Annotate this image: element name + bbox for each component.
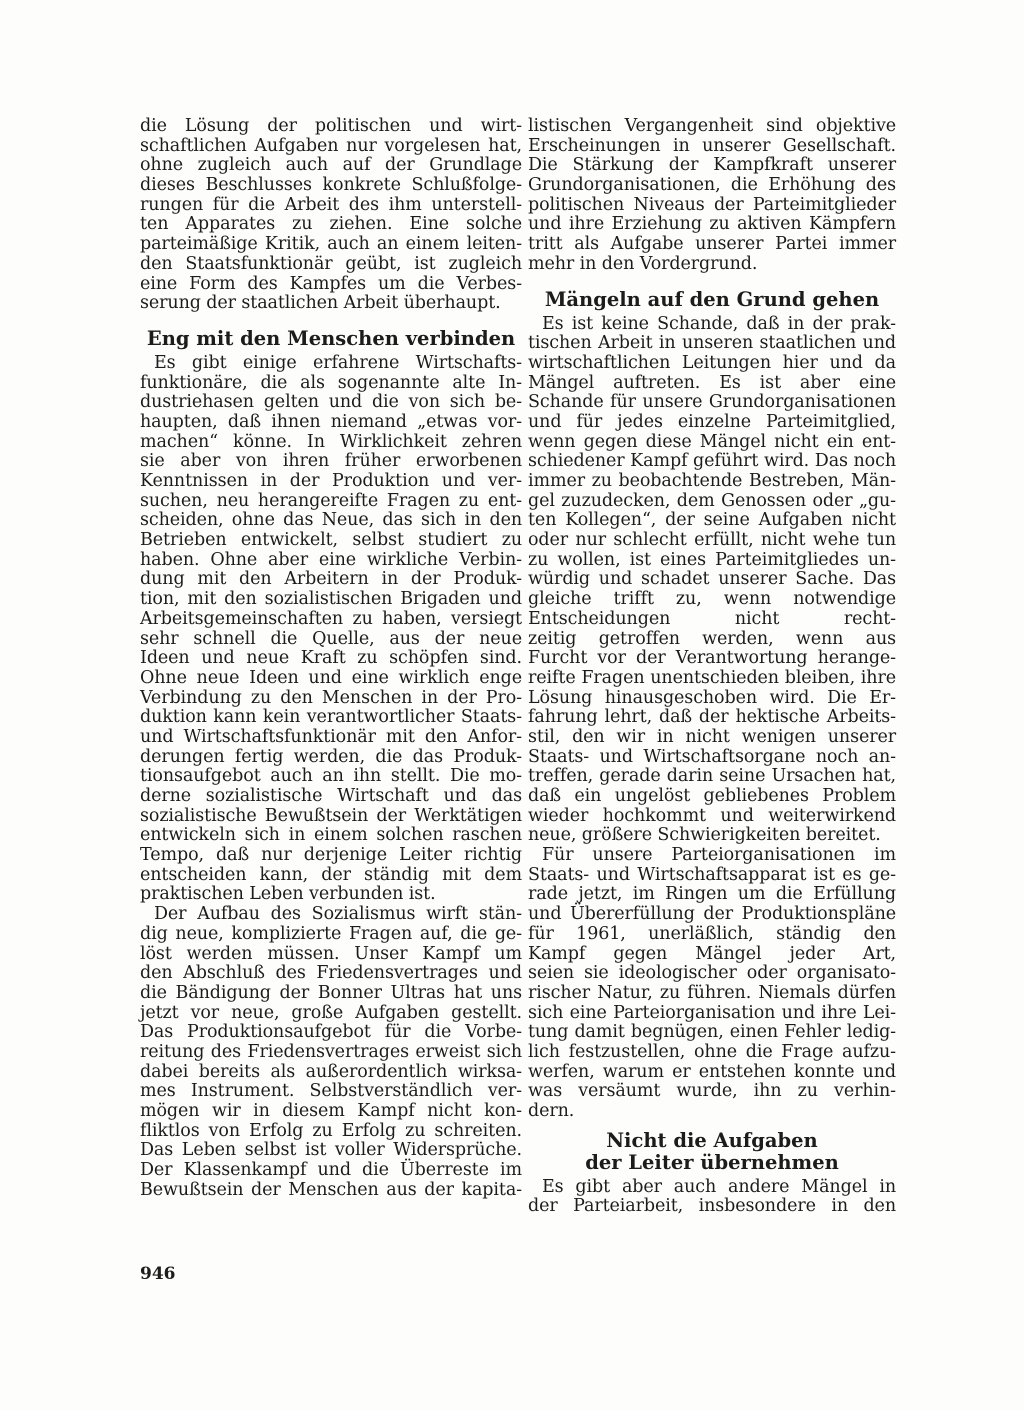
left-paragraph-1 [140, 117, 522, 314]
text-line: funktionäre, die als sogenannte alte In- [140, 372, 522, 393]
text-line: treffen, gerade darin seine Ursachen hat, [528, 766, 896, 787]
text-line: Das Leben selbst ist voller Widersprüche. [140, 1140, 522, 1161]
section-heading-nicht-die-aufgaben-line2: der Leiter übernehmen [585, 1150, 839, 1174]
text-line: tung damit begnügen, einen Fehler ledig- [528, 1022, 896, 1043]
text-line: wenn gegen diese Mängel nicht ein ent- [528, 431, 896, 452]
text-line: seien sie ideologischer oder organisato- [528, 963, 896, 984]
text-line: oder nur schlecht erfüllt, nicht wehe tun [528, 530, 896, 551]
text-line: Die Stärkung der Kampfkraft unserer [528, 155, 896, 176]
text-line: sozialistische Bewußtsein der Werktätigen [140, 805, 522, 826]
text-line: haupten, daß ihnen niemand „etwas vor- [140, 411, 522, 432]
text-line: was versäumt wurde, ihn zu verhin- [528, 1081, 896, 1102]
text-line: Tempo, daß nur derjenige Leiter richtig [140, 845, 522, 866]
text-line: Ohne neue Ideen und eine wirklich enge [140, 667, 522, 688]
text-line: lich festzustellen, ohne die Frage aufzu- [528, 1041, 896, 1062]
text-line: und Übererfüllung der Produktionspläne [528, 904, 896, 925]
text-line: mes Instrument. Selbstverständlich ver- [140, 1081, 522, 1102]
text-line: entwickeln sich in einem solchen raschen [140, 825, 522, 846]
text-line: schiedener Kampf geführt wird. Das noch [528, 451, 896, 472]
text-line: praktischen Leben verbunden ist. [140, 884, 436, 905]
text-line: Das Produktionsaufgebot für die Vorbe- [140, 1022, 522, 1043]
text-line: Entscheidungen nicht recht- [528, 608, 896, 629]
right-paragraph-3 [528, 846, 896, 1122]
text-line: dung mit den Arbeitern in der Produk- [140, 569, 522, 590]
right-column [528, 117, 896, 1217]
text-line: dabei bereits als außerordentlich wirksa- [140, 1061, 522, 1082]
text-line: Es gibt aber auch andere Mängel in [542, 1176, 896, 1197]
text-line: parteimäßige Kritik, auch an einem leiten- [140, 234, 522, 255]
text-line: Furcht vor der Verantwortung herange- [528, 648, 896, 669]
text-line: derungen fertig werden, die das Produk- [140, 746, 522, 767]
text-line: serung der staatlichen Arbeit überhaupt. [140, 293, 501, 314]
text-line: rischer Natur, zu führen. Niemals dürfen [528, 982, 896, 1003]
text-line: Staats- und Wirtschaftsapparat ist es ge- [528, 864, 896, 885]
text-line: Bewußtsein der Menschen aus der kapita- [140, 1179, 522, 1200]
text-line: mögen wir in diesem Kampf nicht kon- [140, 1101, 522, 1121]
text-line: Kenntnissen in der Produktion und ver- [140, 471, 522, 491]
text-line: politischen Niveaus der Parteimitglieder [528, 194, 896, 215]
text-line: listischen Vergangenheit sind objektive [528, 116, 896, 136]
text-line: gel zuzudecken, dem Genossen oder „gu- [528, 490, 896, 511]
text-line: dig neue, komplizierte Fragen auf, die ge- [140, 923, 522, 944]
left-paragraph-2 [140, 354, 522, 905]
text-line: scheiden, ohne das Neue, das sich in den [140, 510, 522, 531]
text-line: daß ein ungelöst gebliebenes Problem [528, 786, 896, 806]
text-line: Es ist keine Schande, daß in der prak- [542, 313, 896, 334]
text-line: sich eine Parteiorganisation und ihre Lei- [528, 1002, 896, 1023]
text-line: fahrung lehrt, daß der hektische Arbeits- [528, 707, 896, 728]
text-line: der Parteiarbeit, insbesondere in den [528, 1196, 896, 1217]
text-line: tion, mit den sozialistischen Brigaden und [140, 589, 522, 610]
text-line: eine Form des Kampfes um die Verbes- [140, 273, 522, 294]
text-line: Arbeitsgemeinschaften zu haben, versiegt [140, 608, 522, 629]
text-line: dustriehasen gelten und die von sich be- [140, 392, 522, 413]
text-line: mehr in den Vordergrund. [528, 253, 758, 274]
text-line: würdig und schadet unserer Sache. Das [528, 569, 896, 590]
text-line: zeitig getroffen werden, wenn aus [528, 628, 896, 649]
text-line: rade jetzt, im Ringen um die Erfüllung [528, 884, 896, 905]
text-line: Es gibt einige erfahrene Wirtschafts- [154, 352, 522, 373]
text-line: die Lösung der politischen und wirt- [140, 116, 522, 136]
text-line: ten Kollegen“, der seine Aufgaben nicht [528, 510, 896, 531]
text-line: Verbindung zu den Menschen in der Pro- [140, 687, 522, 708]
left-paragraph-3 [140, 905, 522, 1200]
text-line: Kampf gegen Mängel jeder Art, [528, 943, 896, 964]
text-line: die Bändigung der Bonner Ultras hat uns [140, 982, 522, 1003]
text-line: löst werden müssen. Unser Kampf um [140, 943, 522, 964]
text-line: wieder hochkommt und weiterwirkend [528, 805, 896, 826]
right-paragraph-2 [528, 315, 896, 847]
text-line: Betrieben entwickelt, selbst studiert zu [140, 530, 522, 551]
text-line: zu wollen, ist eines Parteimitgliedes un- [528, 549, 896, 570]
text-line: gleiche trifft zu, wenn notwendige [528, 589, 896, 610]
page-number: 946 [140, 1264, 176, 1284]
text-line: Der Klassenkampf und die Überreste im [140, 1160, 522, 1181]
text-line: fliktlos von Erfolg zu Erfolg zu schreiten. [140, 1120, 522, 1141]
left-column [140, 117, 522, 1200]
text-line: Schande für unsere Grundorganisationen [528, 392, 896, 413]
text-line: rungen für die Arbeit des ihm unterstell- [140, 194, 522, 215]
text-line: Erscheinungen in unserer Gesellschaft. [528, 135, 896, 156]
text-line: ten Apparates zu ziehen. Eine solche [140, 214, 522, 235]
text-line: werfen, warum er entstehen konnte und [528, 1061, 896, 1082]
text-line: stil, den wir in nicht wenigen unserer [528, 726, 896, 747]
right-paragraph-1 [528, 117, 896, 275]
text-line: Für unsere Parteiorganisationen im [542, 845, 896, 866]
text-line: reifte Fragen unentschieden bleiben, ihre [528, 667, 896, 688]
text-line: Grundorganisationen, die Erhöhung des [528, 175, 896, 196]
text-line: dern. [528, 1101, 575, 1121]
text-line: und für jedes einzelne Parteimitglied, [528, 411, 896, 432]
text-line: neue, größere Schwierigkeiten bereitet. [528, 825, 881, 846]
text-line: reitung des Friedensvertrages erweist sich [140, 1041, 522, 1062]
text-line: Mängel auftreten. Es ist aber eine [528, 372, 896, 393]
text-line: machen“ könne. In Wirklichkeit zehren [140, 431, 522, 452]
text-line: Ideen und neue Kraft zu schöpfen sind. [140, 648, 522, 669]
section-heading-nicht-die-aufgaben-line1: Nicht die Aufgaben [606, 1128, 818, 1152]
section-heading-eng-mit-den-menschen: Eng mit den Menschen verbinden [146, 326, 516, 350]
text-line: wirtschaftlichen Leitungen hier und da [528, 352, 896, 373]
text-line: suchen, neu herangereifte Fragen zu ent- [140, 490, 522, 511]
text-line: dieses Beschlusses konkrete Schlußfolge- [140, 175, 522, 196]
text-line: Lösung hinausgeschoben wird. Die Er- [528, 687, 896, 708]
text-line: ohne zugleich auch auf der Grundlage [140, 155, 522, 176]
text-line: schaftlichen Aufgaben nur vorgelesen hat, [140, 135, 522, 156]
text-line: jetzt vor neue, große Aufgaben gestellt. [140, 1002, 522, 1023]
text-line: derne sozialistische Wirtschaft und das [140, 786, 522, 806]
text-line: entscheiden kann, der ständig mit dem [140, 864, 522, 885]
text-line: duktion kann kein verantwortlicher Staats- [140, 707, 522, 728]
text-line: immer zu beobachtende Bestreben, Män- [528, 471, 896, 491]
text-line: tritt als Aufgabe unserer Partei immer [528, 234, 896, 255]
right-paragraph-4 [528, 1178, 896, 1217]
text-line: den Staatsfunktionär geübt, ist zugleich [140, 253, 522, 274]
text-line: sehr schnell die Quelle, aus der neue [140, 628, 522, 649]
text-line: und Wirtschaftsfunktionär mit den Anfor- [140, 726, 522, 747]
text-line: für 1961, unerläßlich, ständig den [528, 923, 896, 944]
text-line: Staats- und Wirtschaftsorgane noch an- [528, 746, 896, 767]
section-heading-maengeln-auf-den-grund: Mängeln auf den Grund gehen [544, 287, 880, 311]
text-line: Der Aufbau des Sozialismus wirft stän- [154, 904, 522, 925]
text-line: und ihre Erziehung zu aktiven Kämpfern [528, 214, 896, 235]
text-line: den Abschluß des Friedensvertrages und [140, 963, 522, 984]
text-line: haben. Ohne aber eine wirkliche Verbin- [140, 549, 522, 570]
text-line: tionsaufgebot auch an ihn stellt. Die mo- [140, 766, 522, 787]
text-line: sie aber von ihren früher erworbenen [140, 451, 522, 472]
text-line: tischen Arbeit in unseren staatlichen und [528, 333, 896, 354]
